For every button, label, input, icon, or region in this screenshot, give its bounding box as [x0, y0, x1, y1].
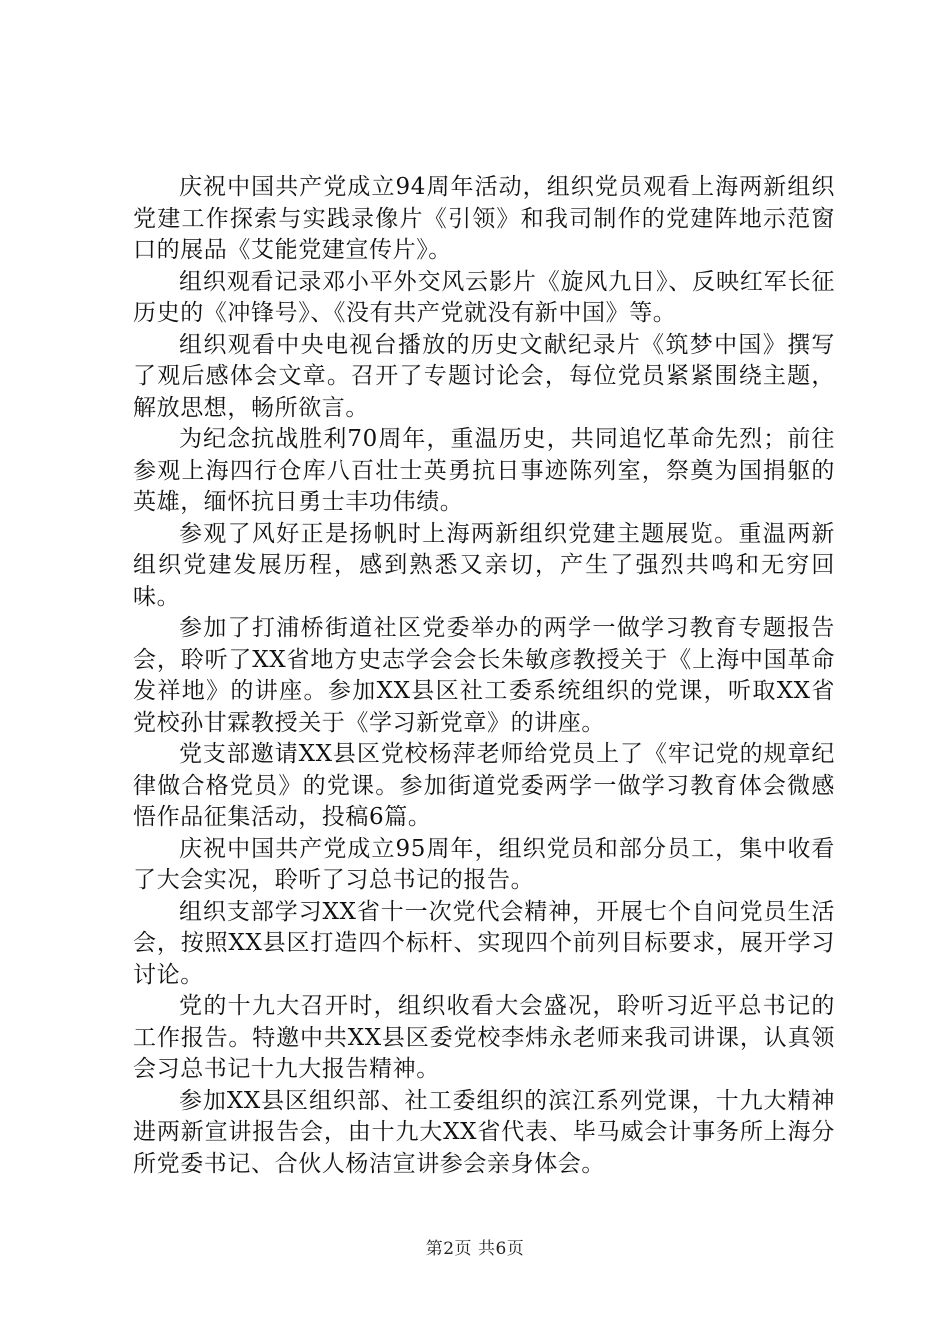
paragraph-9: 组织支部学习XX省十一次党代会精神，开展七个自问党员生活会，按照XX县区打造四个标杆、实现四个前列目标要求，展开学习讨论。 — [133, 898, 835, 988]
paragraph-2: 组织观看记录邓小平外交风云影片《旋风九日》、反映红军长征历史的《冲锋号》、《没有共产党就没有新中国》等。 — [133, 268, 835, 326]
document-body — [133, 172, 835, 1180]
paragraph-7: 党支部邀请XX县区党校杨萍老师给党员上了《牢记党的规章纪律做合格党员》的党课。参加街道党委两学一做学习教育体会微感悟作品征集活动，投稿6篇。 — [133, 741, 835, 830]
paragraph-3: 组织观看中央电视台播放的历史文献纪录片《筑梦中国》撰写了观后感体会文章。召开了专题讨论会，每位党员紧紧围绕主题，解放思想，畅所欲言。 — [133, 331, 835, 421]
paragraph-4: 为纪念抗战胜利70周年，重温历史，共同追忆革命先烈；前往参观上海四行仓库八百壮士英勇抗日事迹陈列室，祭奠为国捐躯的英雄，缅怀抗日勇士丰功伟绩。 — [133, 426, 835, 515]
paragraph-8: 庆祝中国共产党成立95周年，组织党员和部分员工，集中收看了大会实况，聆听了习总书记的报告。 — [133, 835, 835, 893]
paragraph-5: 参观了风好正是扬帆时上海两新组织党建主题展览。重温两新组织党建发展历程，感到熟悉又亲切，产生了强烈共鸣和无穷回味。 — [133, 520, 835, 610]
paragraph-10: 党的十九大召开时，组织收看大会盛况，聆听习近平总书记的工作报告。特邀中共XX县区委党校李炜永老师来我司讲课，认真领会习总书记十九大报告精神。 — [133, 993, 835, 1082]
paragraph-6: 参加了打浦桥街道社区党委举办的两学一做学习教育专题报告会，聆听了XX省地方史志学会会长朱敏彦教授关于《上海中国革命发祥地》的讲座。参加XX县区社工委系统组织的党课，听取XX省党校孙甘霖教授关于《学习新党章》的讲座。 — [133, 615, 835, 736]
page-footer: 第2页 共6页 — [425, 1239, 525, 1259]
paragraph-1: 庆祝中国共产党成立94周年活动，组织党员观看上海两新组织党建工作探索与实践录像片《引领》和我司制作的党建阵地示范窗口的展品《艾能党建宣传片》。 — [133, 174, 835, 263]
paragraph-11: 参加XX县区组织部、社工委组织的滨江系列党课，十九大精神进两新宣讲报告会，由十九大XX省代表、毕马威会计事务所上海分所党委书记、合伙人杨洁宣讲参会亲身体会。 — [133, 1087, 835, 1177]
